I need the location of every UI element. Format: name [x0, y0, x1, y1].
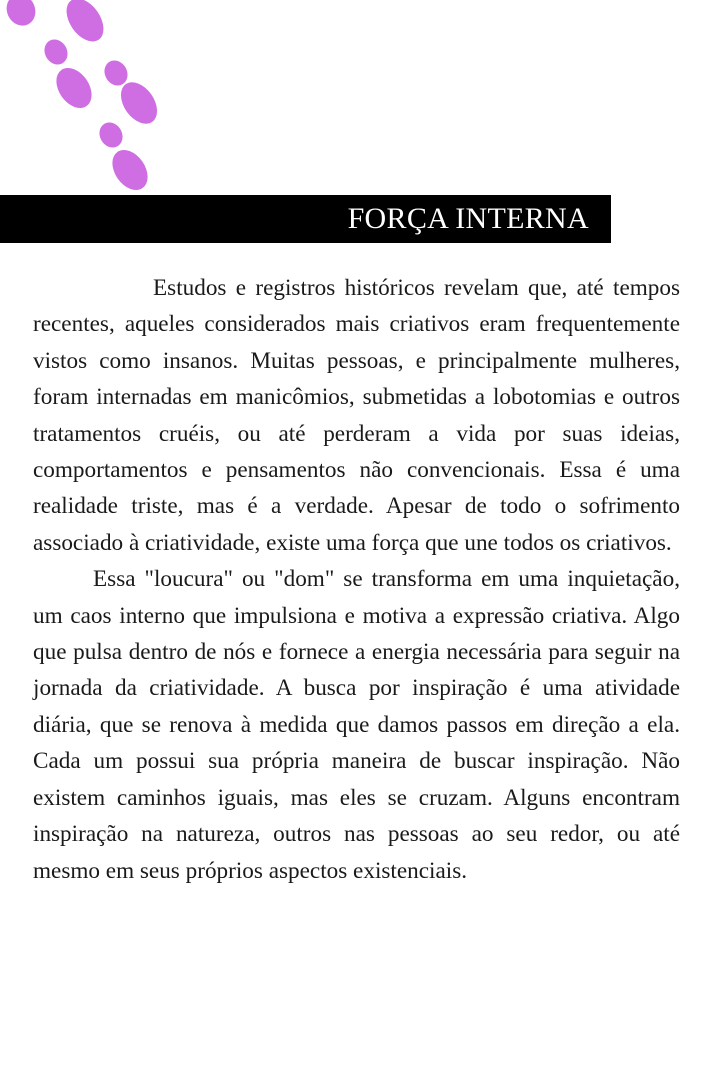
footprint-heel: [40, 35, 72, 69]
footprints-icon: [0, 0, 200, 200]
paragraph-2: Essa "loucura" ou "dom" se transforma em uma inquietação, um caos interno que impulsiona e motiva a expressão criativa. Algo que pulsa dentro de nós e fornece a energia necessária para seguir na jornada da criatividade. A busca por inspiração é uma atividade diária, que se renova à medida que damos passos em direção a ela. Cada um possui sua própria maneira de buscar inspiração. Não existem caminhos iguais, mas eles se cruzam. Alguns encontram inspiração na natureza, outros nas pessoas ao seu redor, ou até mesmo em seus próprios aspectos existenciais.: [33, 566, 680, 884]
footprint-heel: [2, 0, 41, 30]
article-body: [33, 270, 680, 889]
footprint-heel: [95, 118, 127, 152]
footprint-sole: [105, 143, 155, 196]
page-title: FORÇA INTERNA: [347, 202, 589, 235]
footprint-sole: [59, 0, 111, 48]
paragraph-1: Estudos e registros históricos revelam que, até tempos recentes, aqueles considerados mais criativos eram frequentemente vistos como insanos. Muitas pessoas, e principalmente mulheres, foram internadas em manicômios, submetidas a lobotomias e outros tratamentos cruéis, ou até perderam a vida por suas ideias, comportamentos e pensamentos não convencionais. Essa é uma realidade triste, mas é a verdade. Apesar de todo o sofrimento associado à criatividade, existe uma força que une todos os criativos.: [33, 275, 680, 556]
footprint-sole: [49, 61, 99, 114]
title-bar: [0, 195, 611, 243]
